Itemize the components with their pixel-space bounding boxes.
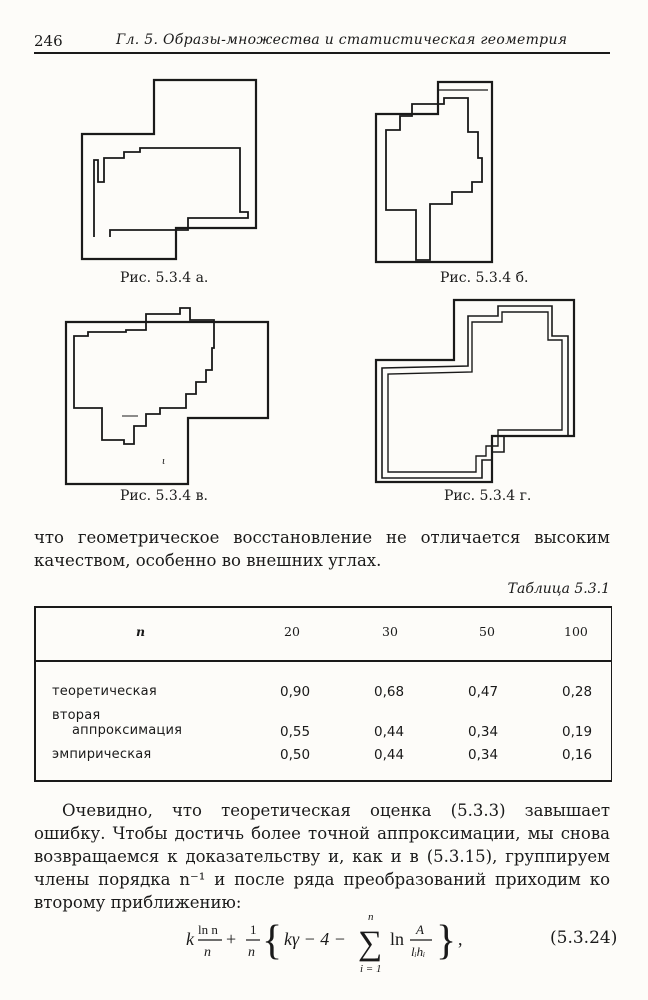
svg-text:{: { — [262, 918, 283, 964]
table-cell: 0,68 — [374, 684, 405, 700]
table-cell: 0,34 — [468, 724, 499, 740]
formula-sum-sign: ∑ — [358, 925, 383, 962]
table-cell: 0,19 — [562, 724, 593, 740]
figure-v — [62, 298, 274, 488]
running-header — [34, 32, 612, 54]
formula-n-denominator: n — [204, 945, 211, 960]
figure-a-reconstruction — [94, 148, 248, 237]
table-bottom-rule — [34, 780, 612, 782]
table-cell: 0,28 — [562, 684, 593, 700]
table-row-label — [52, 708, 182, 738]
paragraph-2-text: Очевидно, что теоретическая оценка (5.3.3) завышает ошибку. Чтобы достичь более точной аппроксимации, мы снова возвращаемся к доказательству и, как и в (5.3.15), группируем члены порядка n⁻¹ и после ряда преобразований приходим ко второму приближению: — [34, 801, 610, 912]
table-cell: 0,55 — [280, 724, 311, 740]
table-cell: 0,44 — [374, 747, 405, 763]
table-left-rule — [34, 606, 36, 782]
running-title: Гл. 5. Образы-множества и статистическая геометрия — [116, 32, 568, 48]
formula-ln-n: ln n — [198, 922, 218, 937]
table-header-rule — [34, 660, 612, 662]
table-row-label: теоретическая — [52, 684, 157, 699]
table-cell: 0,50 — [280, 747, 311, 763]
equation-number: (5.3.24) — [550, 928, 618, 948]
figure-g — [372, 296, 578, 484]
table-caption: Таблица 5.3.1 — [507, 581, 610, 597]
figure-g-true-outline — [376, 300, 574, 482]
formula-k: k — [186, 929, 194, 949]
header-rule — [34, 52, 610, 54]
results-table — [34, 606, 612, 782]
figure-b-drawing — [372, 78, 494, 264]
figure-b — [372, 78, 494, 264]
paragraph-2 — [34, 799, 610, 914]
table-top-rule — [34, 606, 612, 608]
figure-b-caption: Рис. 5.3.4 б. — [440, 270, 529, 286]
figure-a — [80, 78, 270, 262]
table-header-col-3: 50 — [479, 624, 495, 639]
table-header-col-1: 20 — [284, 624, 300, 639]
figure-g-caption: Рис. 5.3.4 г. — [444, 488, 532, 504]
table-cell: 0,47 — [468, 684, 499, 700]
formula-n-denominator-2: n — [248, 945, 255, 960]
table-cell: 0,34 — [468, 747, 499, 763]
formula-comma: , — [458, 929, 463, 949]
page-number: 246 — [34, 32, 63, 50]
figure-v-drawing — [62, 298, 274, 488]
table-row-label-main: вторая — [52, 708, 101, 723]
formula-sum-top: n — [368, 911, 374, 923]
figure-b-reconstruction — [386, 98, 482, 260]
formula-drawing — [180, 912, 480, 982]
formula-lihi: lᵢhᵢ — [411, 944, 426, 959]
formula-5-3-24 — [180, 912, 480, 982]
figure-a-caption: Рис. 5.3.4 а. — [120, 270, 209, 286]
figure-v-caption: Рис. 5.3.4 в. — [120, 488, 208, 504]
table-cell: 0,44 — [374, 724, 405, 740]
figure-g-drawing — [372, 296, 578, 484]
figure-v-true-outline — [66, 322, 268, 484]
table-header-col-4: 100 — [564, 624, 588, 639]
formula-ln: ln — [390, 929, 405, 949]
svg-text:ι: ι — [162, 455, 166, 467]
table-cell: 0,90 — [280, 684, 311, 700]
figure-b-true-outline — [376, 82, 492, 262]
svg-text:}: } — [436, 918, 457, 964]
formula-A: A — [416, 922, 424, 937]
paragraph-1-text: что геометрическое восстановление не отличается высоким качеством, особенно во внешних углах. — [34, 528, 610, 570]
formula-sum-bottom: i = 1 — [360, 963, 382, 975]
formula-one: 1 — [250, 922, 257, 937]
table-row-label: эмпирическая — [52, 747, 152, 762]
figure-g-reconstruction-outer — [382, 306, 568, 478]
figure-g-reconstruction-inner — [388, 312, 562, 472]
figure-a-drawing — [80, 78, 270, 262]
formula-body: kγ − 4 − — [284, 929, 346, 949]
paragraph-1 — [34, 526, 610, 572]
table-cell: 0,16 — [562, 747, 593, 763]
svg-text:+: + — [226, 929, 237, 949]
table-header-col-2: 30 — [382, 624, 398, 639]
table-row-label-sub: аппроксимация — [72, 723, 183, 738]
table-right-rule — [611, 606, 613, 782]
figure-a-true-outline — [82, 80, 256, 259]
table-header-n: n — [136, 624, 146, 639]
figure-v-reconstruction — [74, 308, 214, 444]
